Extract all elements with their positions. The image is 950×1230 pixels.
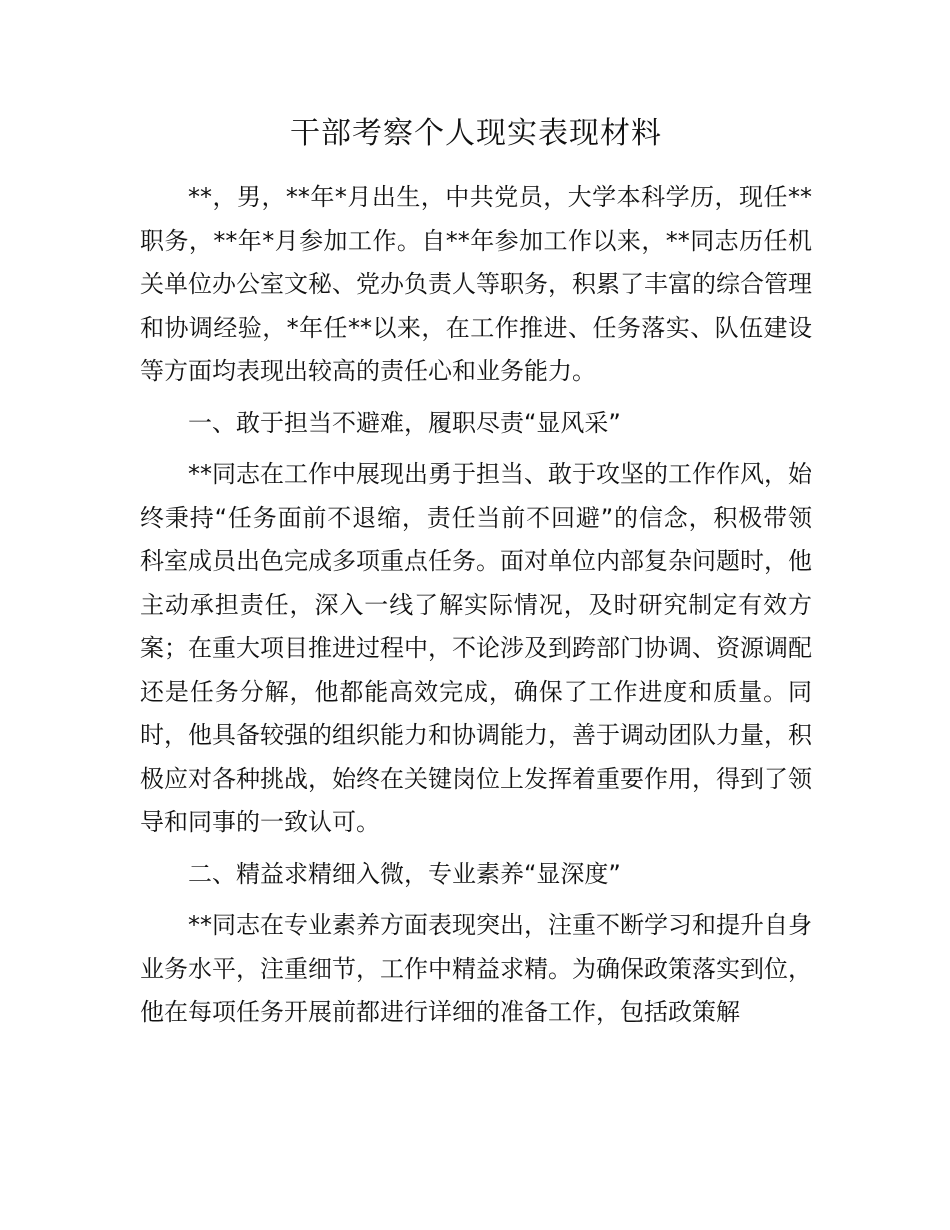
document-page bbox=[140, 112, 812, 1035]
section-2-body: **同志在专业素养方面表现突出，注重不断学习和提升自身业务水平，注重细节，工作中精益求精。为确保政策落实到位，他在每项任务开展前都进行详细的准备工作，包括政策解 bbox=[140, 911, 812, 1026]
document-title: 干部考察个人现实表现材料 bbox=[290, 116, 662, 151]
section-1-heading: 一、敢于担当不避难，履职尽责“显风采” bbox=[188, 408, 621, 437]
intro-paragraph: **，男，**年*月出生，中共党员，大学本科学历，现任**职务，**年*月参加工作。自**年参加工作以来，**同志历任机关单位办公室文秘、党办负责人等职务，积累了丰富的综合管理和协调经验，*年任**以来，在工作推进、任务落实、队伍建设等方面均表现出较高的责任心和业务能力。 bbox=[140, 183, 812, 385]
section-1-body: **同志在工作中展现出勇于担当、敢于攻坚的工作作风，始终秉持“任务面前不退缩，责任当前不回避”的信念，积极带领科室成员出色完成多项重点任务。面对单位内部复杂问题时，他主动承担责任，深入一线了解实际情况，及时研究制定有效方案；在重大项目推进过程中，不论涉及到跨部门协调、资源调配还是任务分解，他都能高效完成，确保了工作进度和质量。同时，他具备较强的组织能力和协调能力，善于调动团队力量，积极应对各种挑战，始终在关键岗位上发挥着重要作用，得到了领导和同事的一致认可。 bbox=[140, 460, 812, 836]
section-2-heading: 二、精益求精细入微，专业素养“显深度” bbox=[188, 859, 621, 888]
